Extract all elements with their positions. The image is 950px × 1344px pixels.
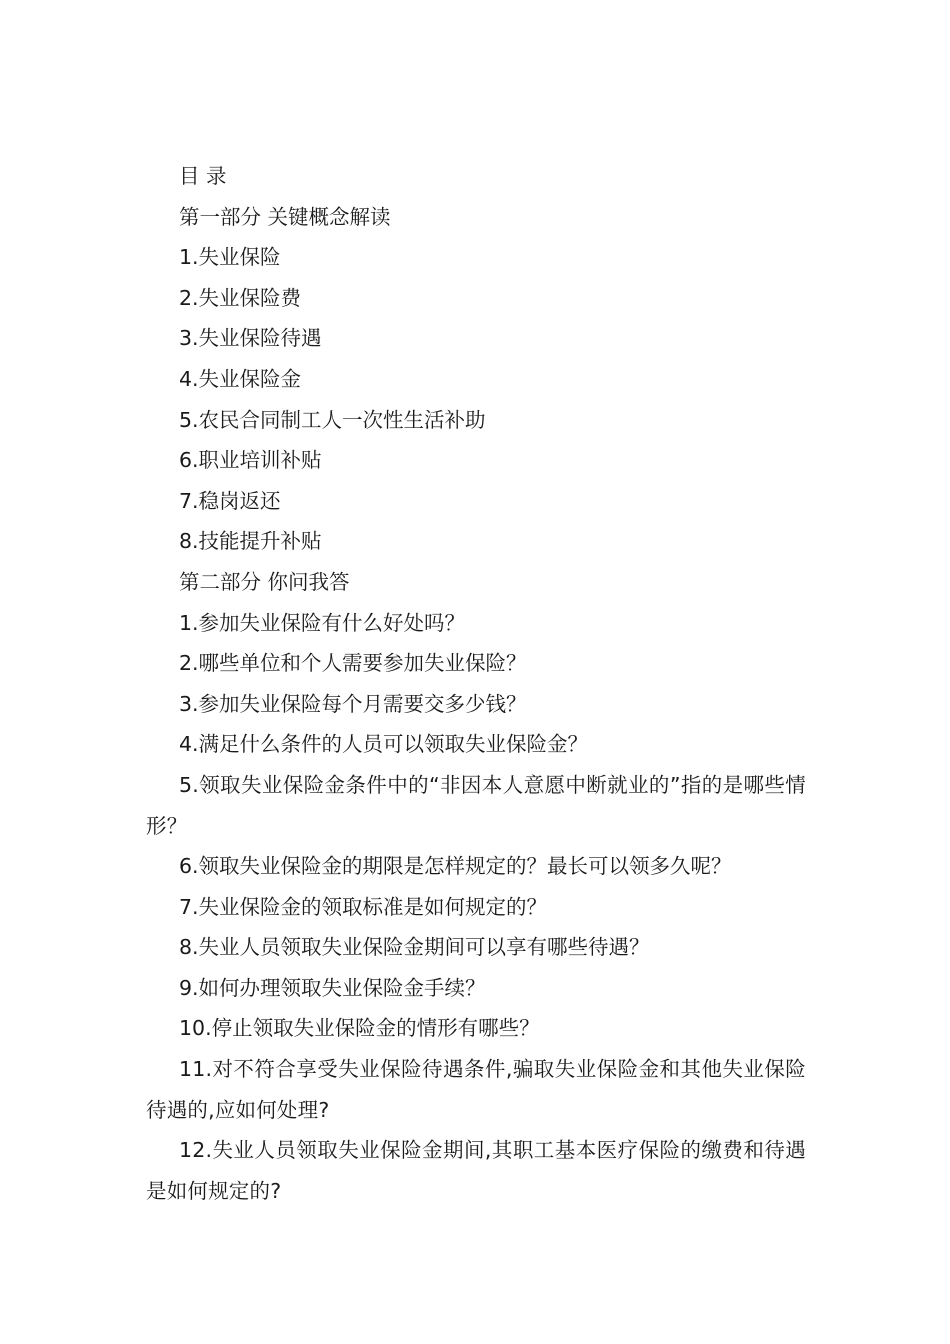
toc-item: 11.对不符合享受失业保险待遇条件,骗取失业保险金和其他失业保险待遇的,应如何处理? bbox=[146, 1057, 806, 1122]
part1-heading: 第一部分 关键概念解读 bbox=[179, 204, 391, 229]
toc-item: 3.参加失业保险每个月需要交多少钱？ bbox=[179, 691, 527, 716]
toc-item: 5.农民合同制工人一次性生活补助 bbox=[179, 407, 486, 432]
table-of-contents bbox=[146, 156, 806, 1211]
toc-item: 1.失业保险 bbox=[179, 245, 281, 270]
toc-item: 2.哪些单位和个人需要参加失业保险？ bbox=[179, 651, 527, 676]
toc-item: 2.失业保险费 bbox=[179, 285, 302, 310]
toc-item: 4.满足什么条件的人员可以领取失业保险金？ bbox=[179, 732, 589, 757]
toc-item: 8.失业人员领取失业保险金期间可以享有哪些待遇？ bbox=[179, 935, 650, 960]
toc-item: 6.领取失业保险金的期限是怎样规定的？最长可以领多久呢？ bbox=[179, 854, 732, 879]
toc-item: 4.失业保险金 bbox=[179, 366, 302, 391]
toc-title: 目 录 bbox=[179, 164, 227, 188]
toc-item: 5.领取失业保险金条件中的“非因本人意愿中断就业的”指的是哪些情形？ bbox=[146, 772, 806, 838]
toc-item: 3.失业保险待遇 bbox=[179, 326, 322, 351]
toc-item: 6.职业培训补贴 bbox=[179, 448, 322, 473]
toc-item: 1.参加失业保险有什么好处吗？ bbox=[179, 610, 466, 635]
toc-item: 10.停止领取失业保险金的情形有哪些？ bbox=[179, 1016, 540, 1041]
toc-item: 9.如何办理领取失业保险金手续？ bbox=[179, 975, 486, 1000]
toc-item: 8.技能提升补贴 bbox=[179, 529, 322, 554]
toc-item: 7.失业保险金的领取标准是如何规定的？ bbox=[179, 894, 548, 919]
toc-item: 7.稳岗返还 bbox=[179, 488, 281, 513]
part2-heading: 第二部分 你问我答 bbox=[179, 569, 350, 594]
toc-item: 12.失业人员领取失业保险金期间,其职工基本医疗保险的缴费和待遇是如何规定的? bbox=[146, 1138, 806, 1203]
